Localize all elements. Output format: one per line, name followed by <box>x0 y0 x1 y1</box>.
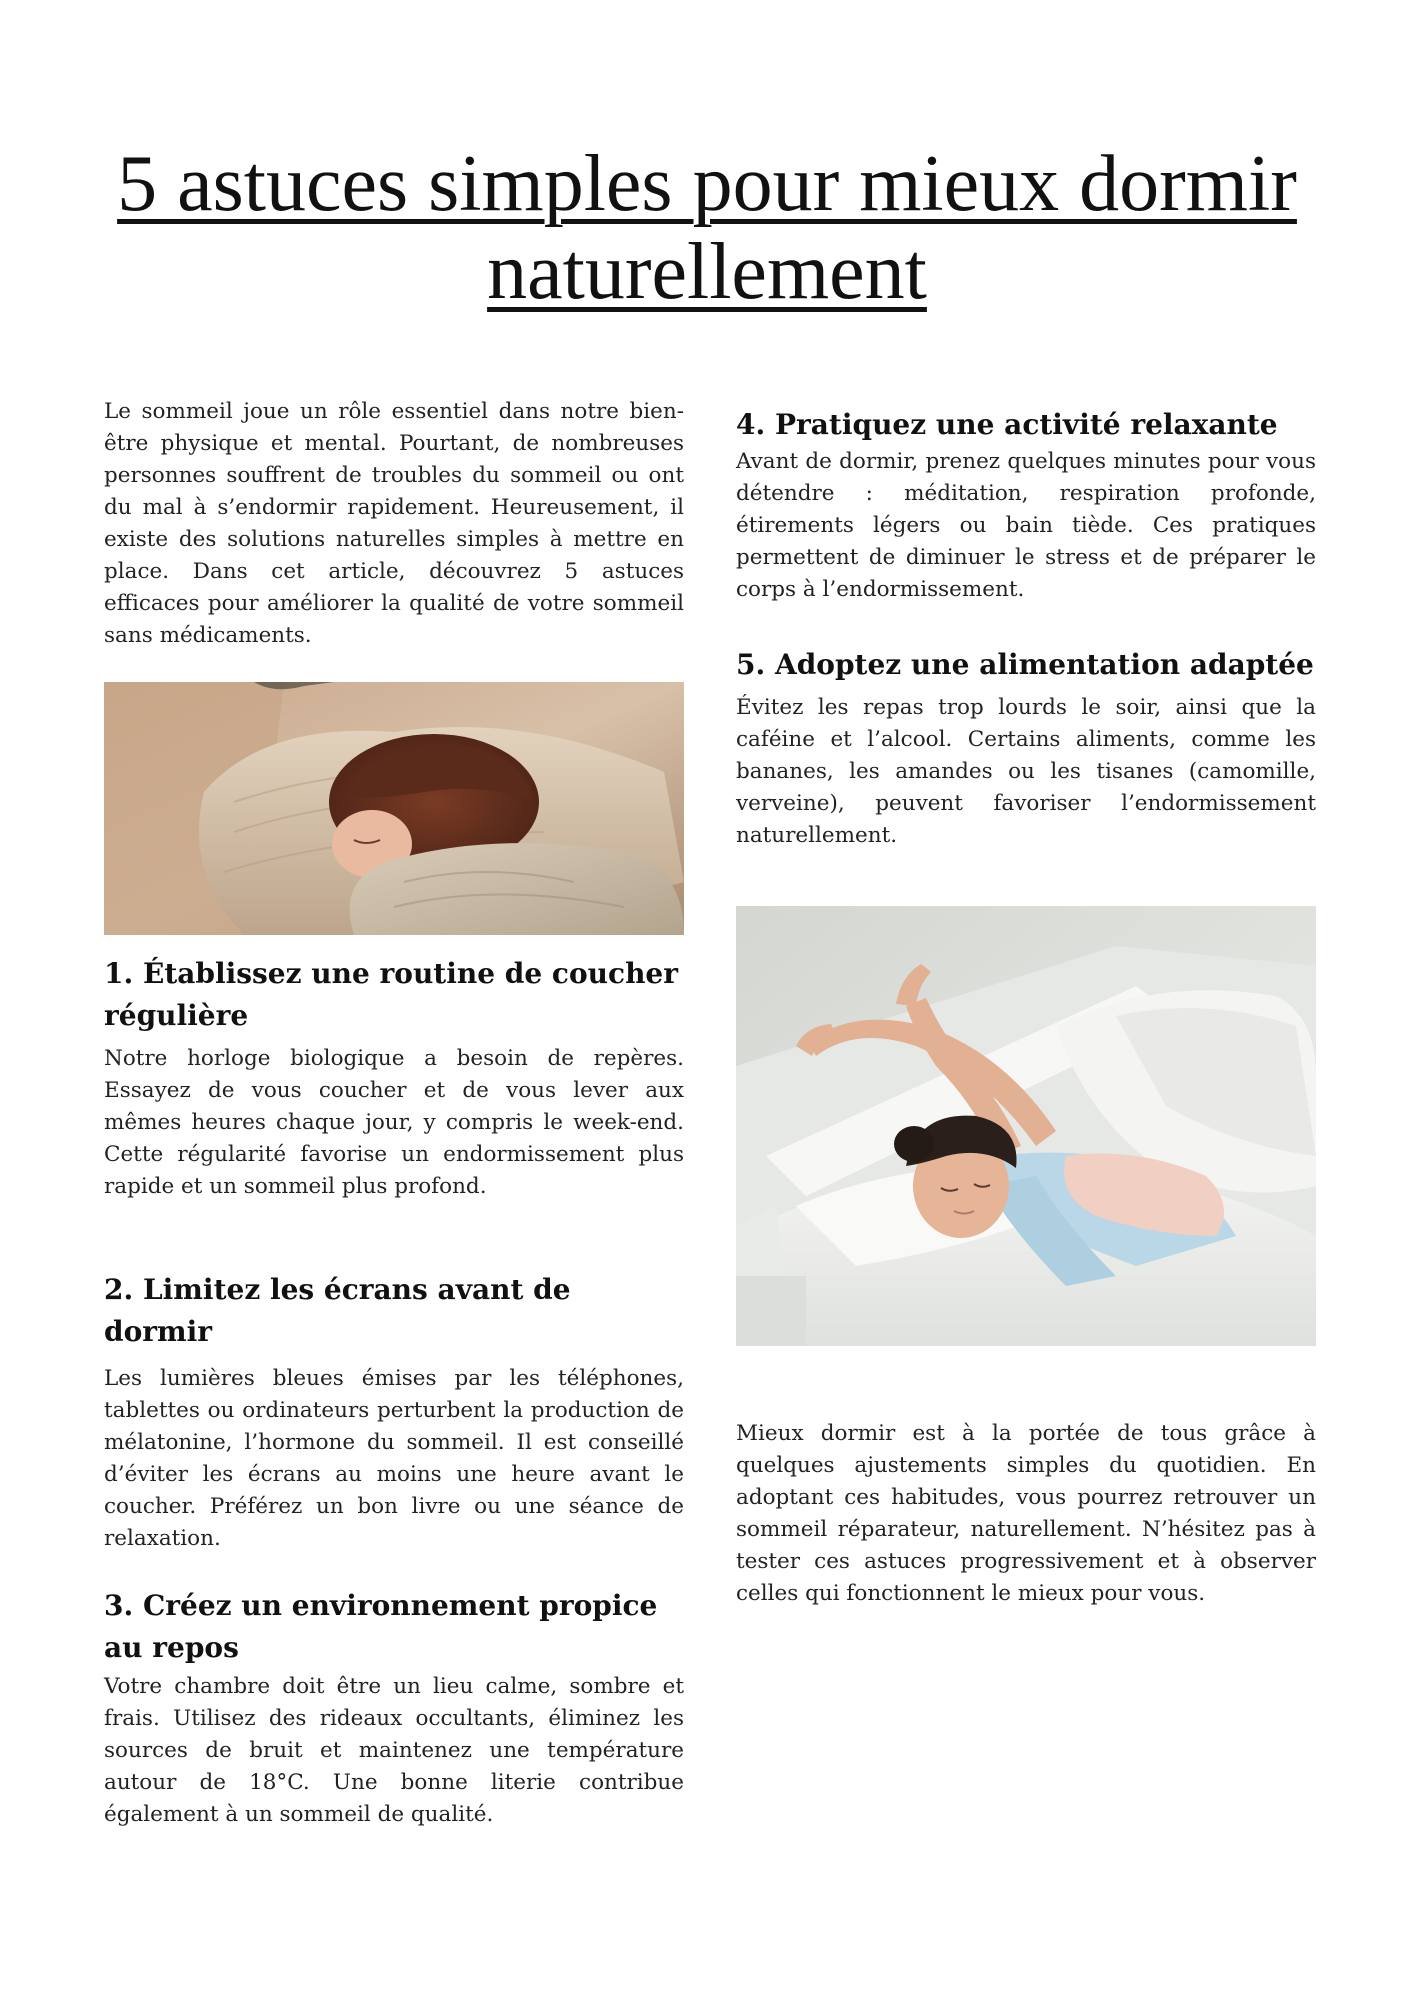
tip-5-body: Évitez les repas trop lourds le soir, ainsi que la caféine et l’alcool. Certains aliments, comme les bananes, les amandes ou les tisanes (camomille, verveine), peuvent favoriser l’endormissement naturellement. <box>736 695 1316 848</box>
intro-paragraph: Le sommeil joue un rôle essentiel dans notre bien-être physique et mental. Pourtant, de nombreuses personnes souffrent de troubles du sommeil ou ont du mal à s’endormir rapidement. Heureusement, il existe des solutions naturelles simples à mettre en place. Dans cet article, découvrez 5 astuces efficaces pour améliorer la qualité de votre sommeil sans médicaments. <box>104 399 684 648</box>
tip-4-heading: 4. Pratiquez une activité relaxante <box>736 408 1278 441</box>
tip-5-heading: 5. Adoptez une alimentation adaptée <box>736 648 1314 681</box>
sleeping-woman-photo <box>104 682 684 935</box>
tip-1-heading: 1. Établissez une routine de coucher régulière <box>104 957 678 1032</box>
tip-4-body: Avant de dormir, prenez quelques minutes pour vous détendre : méditation, respiration profonde, étirements légers ou bain tiède. Ces pratiques permettent de diminuer le stress et de préparer le corps à l’endormissement. <box>736 449 1316 602</box>
article-title: 5 astuces simples pour mieux dormir naturellement <box>117 140 1297 316</box>
right-column <box>736 396 1316 1610</box>
conclusion-paragraph: Mieux dormir est à la portée de tous grâce à quelques ajustements simples du quotidien. En adoptant ces habitudes, vous pourrez retrouver un sommeil réparateur, naturellement. N’hésitez pas à tester ces astuces progressivement et à observer celles qui fonctionnent le mieux pour vous. <box>736 1421 1316 1606</box>
tip-2-heading: 2. Limitez les écrans avant de dormir <box>104 1273 571 1348</box>
left-column <box>104 396 684 1831</box>
stretching-woman-photo <box>736 906 1316 1346</box>
tip-3-body: Votre chambre doit être un lieu calme, sombre et frais. Utilisez des rideaux occultants, éliminez les sources de bruit et maintenez une température autour de 18°C. Une bonne literie contribue également à un sommeil de qualité. <box>104 1674 684 1827</box>
tip-2-body: Les lumières bleues émises par les téléphones, tablettes ou ordinateurs perturbent la production de mélatonine, l’hormone du sommeil. Il est conseillé d’éviter les écrans au moins une heure avant le coucher. Préférez un bon livre ou une séance de relaxation. <box>104 1366 684 1551</box>
tip-3-heading: 3. Créez un environnement propice au repos <box>104 1589 658 1664</box>
tip-1-body: Notre horloge biologique a besoin de repères. Essayez de vous coucher et de vous lever aux mêmes heures chaque jour, y compris le week-end. Cette régularité favorise un endormissement plus rapide et un sommeil plus profond. <box>104 1046 684 1199</box>
